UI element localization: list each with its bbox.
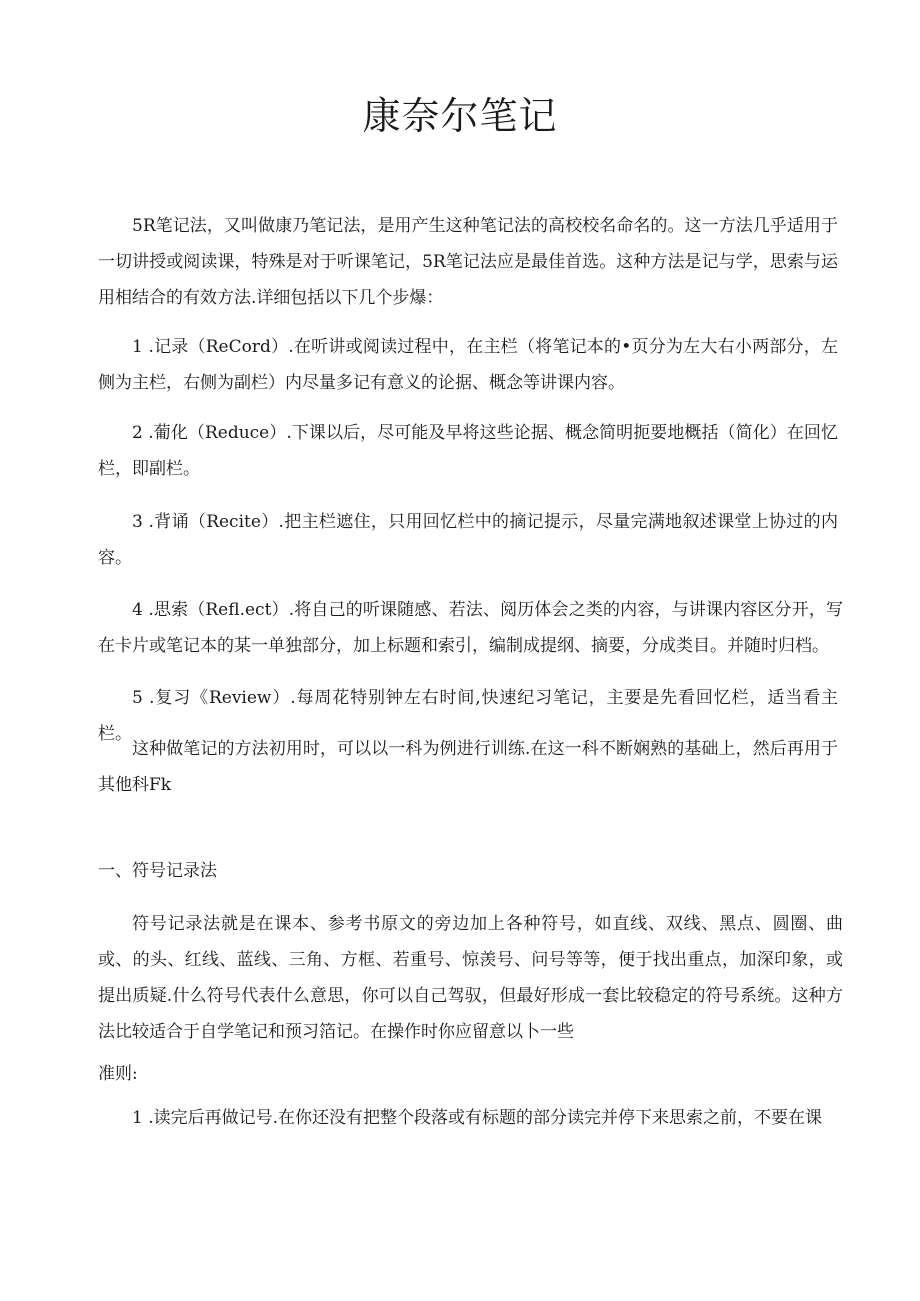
step-review: 5 .复习《Review）.每周花特别钟左右时间,快速纪习笔记，主要是先看回忆栏，适当看主栏。 [98,688,838,744]
section-paragraph: 符号记录法就是在课本、参考书原文的旁边加上各种符号，如直线、双线、黑点、圆圈、曲或、的头、红线、蓝线、三角、方框、若重号、惊羡号、问号等等，便于找出重点，加深印象，或提出质疑.什么符号代表什么意思，你可以自己驾驭，但最好形成一套比较稳定的符号系统。这种方法比较适合于自学笔记和预习箔记。在操作时你应留意以卜一些 [98,914,843,1042]
section-heading: 一、符号记录法 [98,861,217,881]
step-recite: 3 .背诵（Recite）.把主栏遮住，只用回忆栏中的摘记提示，尽量完满地叙述课堂上协过的内容。 [98,512,838,568]
step-record: 1 .记录（ReCord）.在听讲或阅读过程中，在主栏（将笔记本的•页分为左大右小两部分，左侧为主栏，右侧为副栏）内尽量多记有意义的论据、概念等讲课内容。 [98,337,838,393]
page-title: 康奈尔笔记 [362,94,558,138]
step-reflect: 4 .思索（Refl.ect）.将自己的听课随感、若法、阅历体会之类的内容，与讲课内容区分开，写在卡片或笔记本的某一单独部分，加上标题和索引，编制成提纲、摘要，分成类目。并随时归档。 [98,600,843,656]
section-rules-label: 准则: [98,1064,138,1084]
step-reduce: 2 .葡化（Reduce）.下课以后，尽可能及早将这些论据、概念简明扼要地概括（简化）在回忆栏，即副栏。 [98,423,838,479]
section-rule-1: 1 .读完后再做记号.在你还没有把整个段落或有标题的部分读完并停下来思索之前，不要在课 [132,1108,823,1128]
intro-paragraph: 5R笔记法，又叫做康乃笔记法，是用产生这种笔记法的高校校名命名的。这一方法几乎适用于一切讲授或阅读课，特殊是对于听课笔记，5R笔记法应是最佳首选。这种方法是记与学，思索与运用相结合的有效方法.详细包括以下几个步爆： [98,216,838,308]
closing-paragraph: 这种做笔记的方法初用时，可以以一科为例进行训练.在这一科不断娴熟的基础上，然后再用于其他科Fk [98,739,838,795]
